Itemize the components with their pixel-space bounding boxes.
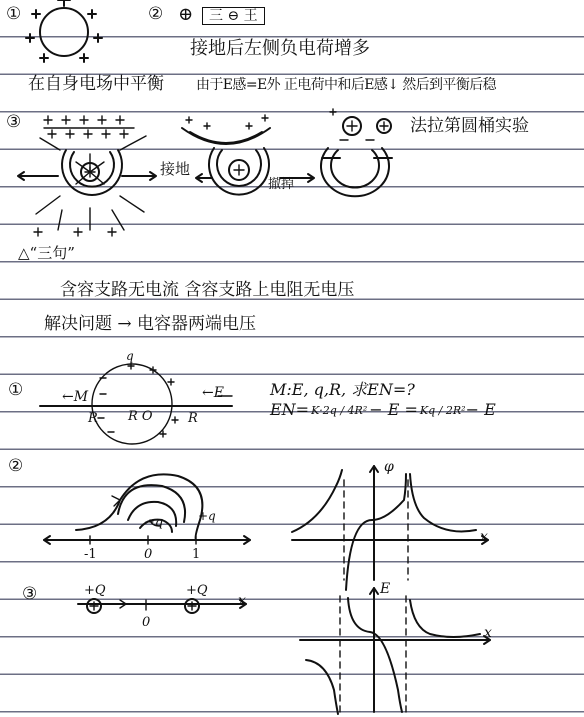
formula-mid: − E = [369, 400, 418, 419]
rule-line-1: 含容支路无电流 含容支路上电阻无电压 [60, 280, 355, 300]
item-marker-2: ② [148, 4, 164, 24]
x-axis-label-3: x [484, 625, 492, 641]
label-m: ←M [62, 389, 89, 405]
formula-fraction-2: Kq / 2R² [419, 403, 466, 417]
e-axis-label: E [380, 581, 391, 597]
conductor-bar-label: 三 ⊖ 王 [202, 7, 265, 25]
faraday-label: 法拉第圆桶实验 [410, 116, 529, 136]
shell-sketch-2 [182, 115, 270, 195]
phi-axis-label: φ [384, 459, 394, 475]
tick-zero-3: 0 [142, 615, 151, 630]
note-line-2: 在自身电场中平衡 [28, 74, 164, 94]
remove-label: 撤掉 [268, 177, 295, 192]
charge-label-left: +Q [84, 583, 106, 598]
given-text: M:E, q,R, 求EN=? [270, 380, 415, 399]
formula-tail: − E [465, 400, 496, 419]
problem1-diagram [40, 363, 232, 444]
shell-sketch-1 [18, 116, 156, 236]
problem-marker-1: ① [8, 380, 24, 400]
plus-circle-symbol: ⊕ [178, 4, 194, 25]
field-graph [300, 588, 490, 716]
label-r-right: R [188, 411, 198, 426]
item-marker-1: ① [6, 4, 22, 24]
label-r-left: R [88, 411, 98, 426]
note-line-2b: 由于E感=E外 正电荷中和后E感↓ 然后到平衡后稳 [196, 77, 497, 93]
tick-minus-one: -1 [84, 547, 97, 562]
potential-graph [292, 466, 488, 590]
problem3-charges [78, 599, 246, 613]
label-center: R O [128, 409, 153, 424]
rule-line-2: 解决问题 → 电容器两端电压 [44, 314, 257, 334]
charge-minus-q: −q [144, 515, 164, 530]
three-sentences-heading: △“三句” [18, 244, 75, 262]
charge-plus-q: +q [198, 509, 216, 523]
problem-marker-3: ③ [22, 584, 38, 604]
charge-label-right: +Q [186, 583, 208, 598]
item-marker-3: ③ [6, 112, 22, 132]
formula-lhs: EN= [270, 400, 310, 419]
charged-sphere-sketch [26, 0, 102, 62]
problem2-field-lines [44, 474, 250, 544]
x-axis-label-1: x [480, 529, 488, 545]
label-q: q [126, 349, 134, 363]
tick-zero: 0 [144, 547, 153, 562]
tick-one: 1 [192, 547, 201, 562]
x-axis-label-2: x [238, 593, 246, 609]
formula-fraction-1: K·2q / 4R² [311, 403, 368, 417]
note-title: 接地后左侧负电荷增多 [190, 38, 370, 59]
problem-marker-2: ② [8, 456, 24, 476]
ground-label: 接地 [160, 160, 191, 178]
shell-sketch-3 [280, 109, 392, 196]
label-e: ←E [202, 385, 224, 401]
